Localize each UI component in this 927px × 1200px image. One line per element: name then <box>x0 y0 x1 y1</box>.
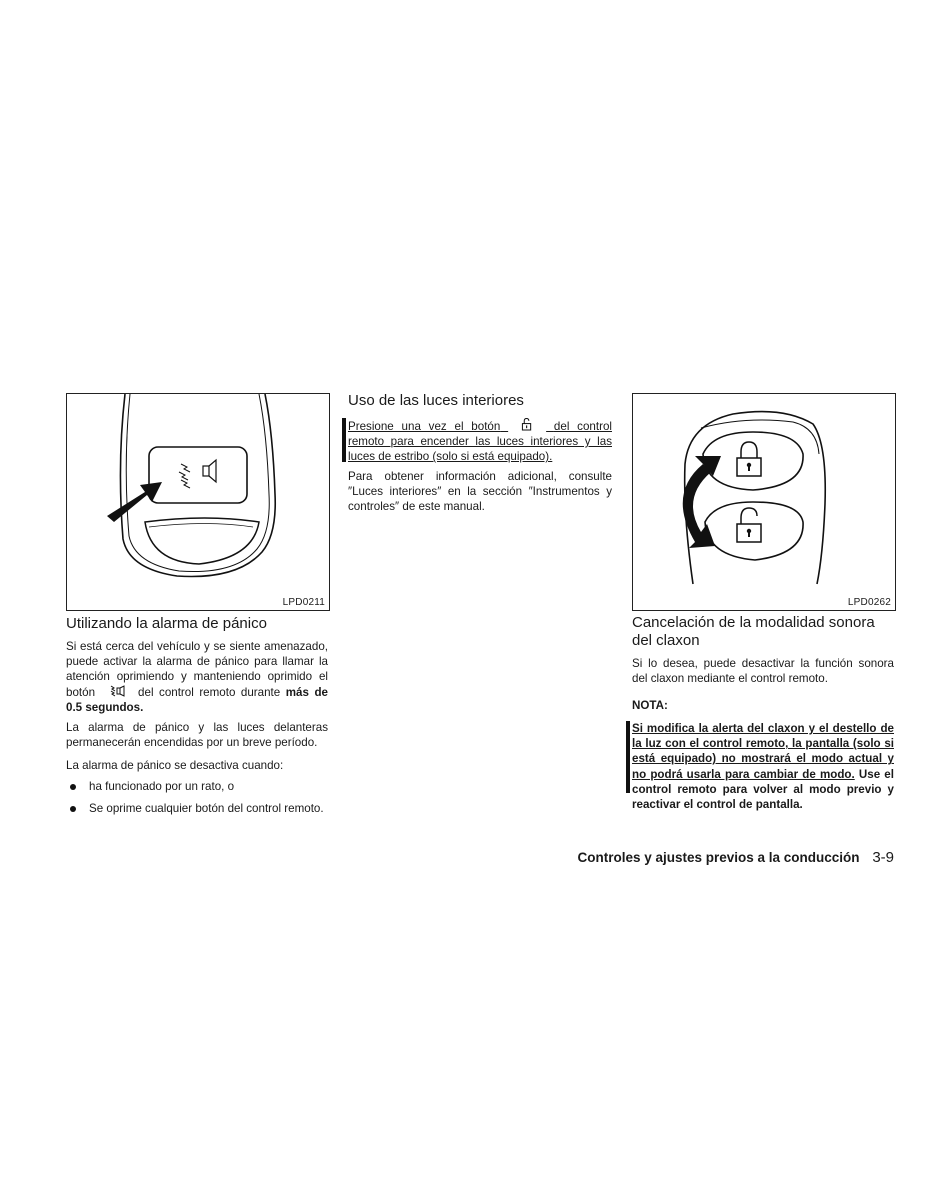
paragraph-panic-activate <box>66 639 328 715</box>
list-item <box>66 801 328 816</box>
unlock-icon <box>516 418 538 431</box>
figure-code: LPD0211 <box>282 597 325 608</box>
figure-code: LPD0262 <box>847 597 891 608</box>
note-underlined-text: Si modifica la alerta del claxon y el destello de la luz con el control remoto, la pantalla (solo si está equipado) no mostrará el modo actual y no podrá usarla para cambiar de modo. <box>632 722 894 781</box>
paragraph-interior-lights <box>348 418 612 465</box>
section-heading-horn-cancel <box>632 614 902 650</box>
paragraph-panic-after-icon: del control remoto durante <box>138 685 281 699</box>
paragraph-horn-cancel: Si lo desea, puede desactivar la función sonora del claxon mediante el control remoto. <box>632 657 894 686</box>
horn-icon <box>105 685 129 697</box>
panic-duration: más de 0.5 segundos. <box>66 685 328 714</box>
section-heading-interior-lights: Uso de las luces interiores <box>348 392 524 409</box>
remote-lock-unlock-illustration <box>633 394 895 610</box>
section-heading-panic-alarm: Utilizando la alarma de pánico <box>66 615 267 632</box>
list-item-text: ha funcionado por un rato, o <box>89 780 235 793</box>
heading-line-1: Cancelación de la modalidad sonora <box>632 614 875 631</box>
page-footer <box>577 849 894 866</box>
interior-lights-after-icon: del control remoto para encender las luces interiores y las luces de estribo (solo si está equipado). <box>348 420 612 464</box>
heading-line-2: del claxon <box>632 632 700 649</box>
interior-lights-text: Presione una vez el botón <box>348 420 501 433</box>
note-rest-text: Use el control remoto para volver al modo previo y reactivar el control de pantalla. <box>632 767 894 812</box>
remote-panic-illustration <box>67 394 329 610</box>
panic-deactivate-list <box>66 779 328 816</box>
figure-panic-button <box>66 393 330 611</box>
footer-page-number: 3-9 <box>872 849 894 866</box>
revision-bar <box>342 418 346 462</box>
revision-bar <box>626 721 630 793</box>
paragraph-panic-lights: La alarma de pánico y las luces delanteras permanecerán encendidas por un breve período. <box>66 721 328 750</box>
paragraph-panic-text: Si está cerca del vehículo y se siente amenazado, puede activar la alarma de pánico para llamar la atención oprimiendo y manteniendo oprimido el botón <box>66 640 328 699</box>
paragraph-interior-lights-more-info: Para obtener información adicional, consulte ″Luces interiores″ en la sección ″Instrumentos y controles″ de este manual. <box>348 470 612 514</box>
list-item <box>66 779 328 794</box>
footer-section-title: Controles y ajustes previos a la conducción <box>577 850 860 865</box>
bullet-dot <box>70 806 76 812</box>
note-label: NOTA: <box>632 699 668 712</box>
figure-horn-cancel <box>632 393 896 611</box>
paragraph-panic-deactivate: La alarma de pánico se desactiva cuando: <box>66 759 284 772</box>
bullet-dot <box>70 784 76 790</box>
list-item-text: Se oprime cualquier botón del control remoto. <box>89 802 324 816</box>
note-paragraph <box>632 721 894 812</box>
